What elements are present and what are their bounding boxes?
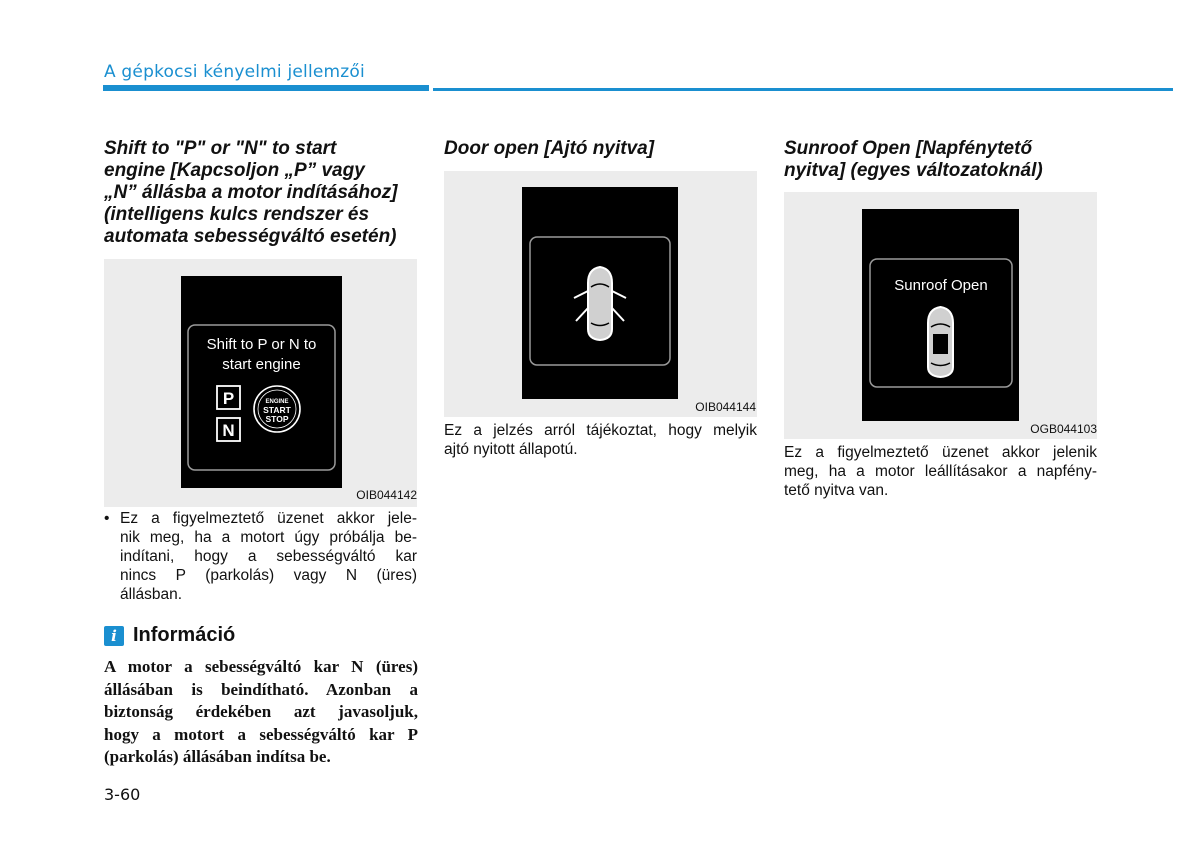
body-line: nik meg, ha a motort úgy próbálja be- — [120, 529, 417, 546]
door-open-figure — [444, 171, 757, 417]
body-line: tető nyitva van. — [784, 482, 889, 499]
body-line: indítani, hogy a sebességváltó kar — [120, 548, 417, 565]
info-line: biztonság érdekében azt javasoljuk, — [104, 702, 418, 721]
info-line: (parkolás) állásában indítsa be. — [104, 747, 331, 766]
svg-text:N: N — [222, 421, 235, 440]
heading-line: „N” állásba a motor indításához] — [104, 182, 398, 203]
display-line: start engine — [222, 356, 301, 373]
heading-line: automata sebességváltó esetén) — [104, 226, 397, 247]
info-heading — [104, 624, 235, 647]
display-line: Shift to P or N to — [206, 336, 317, 353]
bullet: • — [104, 510, 110, 527]
sunroof-description — [784, 443, 1097, 500]
shift-heading — [104, 138, 434, 248]
figure-code: OIB044144 — [695, 400, 756, 414]
cluster-display — [522, 187, 678, 399]
info-icon: i — [104, 626, 124, 646]
heading-line: Door open [Ajtó nyitva] — [444, 138, 655, 159]
shift-warning-graphic — [181, 276, 342, 488]
display-text: Sunroof Open — [894, 277, 988, 294]
sunroof-heading — [784, 138, 1104, 182]
info-line: hogy a motort a sebességváltó kar P — [104, 724, 418, 744]
shift-figure — [104, 259, 417, 507]
cluster-display — [862, 209, 1019, 421]
body-line: állásban. — [120, 586, 183, 603]
info-title: Információ — [133, 624, 236, 646]
svg-text:ENGINE: ENGINE — [265, 399, 289, 405]
engine-start-stop-icon — [254, 386, 300, 432]
info-line: állásában is beindítható. Azonban a — [104, 679, 418, 699]
sunroof-open-graphic — [862, 209, 1019, 421]
car-doors-open-icon — [574, 267, 626, 340]
heading-line: Shift to "P" or "N" to start — [104, 138, 337, 159]
gear-n-icon — [217, 418, 240, 441]
svg-text:STOP: STOP — [265, 414, 289, 424]
svg-text:P: P — [222, 389, 235, 408]
page-number: 3-60 — [104, 785, 141, 804]
body-line: Ez a jelzés arról tájékoztat, hogy melyik — [444, 422, 757, 439]
figure-code: OGB044103 — [1030, 422, 1097, 436]
header-rule — [433, 88, 1173, 91]
body-line: ajtó nyitott állapotú. — [444, 441, 578, 458]
info-text — [104, 656, 418, 769]
body-line: meg, ha a motor leállításakor a napfény- — [784, 463, 1097, 480]
info-line: A motor a sebességváltó kar N (üres) — [104, 657, 418, 676]
figure-code: OIB044142 — [356, 488, 417, 502]
svg-text:START: START — [263, 405, 291, 415]
door-open-graphic — [522, 187, 678, 399]
sunroof-figure — [784, 192, 1097, 439]
body-line: nincs P (parkolás) vagy N (üres) — [120, 567, 417, 584]
section-title: A gépkocsi kényelmi jellemzői — [104, 62, 365, 82]
body-line: Ez a figyelmeztető üzenet akkor jelenik — [784, 444, 1097, 461]
door-open-description — [444, 421, 757, 459]
cluster-display — [181, 276, 342, 488]
heading-line: (intelligens kulcs rendszer és — [104, 204, 370, 225]
gear-p-icon — [217, 386, 240, 409]
door-open-heading — [444, 138, 764, 160]
car-sunroof-icon — [928, 307, 953, 377]
header-rule-accent — [103, 85, 429, 91]
heading-line: nyitva] (egyes változatoknál) — [784, 160, 1043, 181]
heading-line: engine [Kapcsoljon „P” vagy — [104, 160, 365, 181]
body-line: Ez a figyelmeztető üzenet akkor jele- — [120, 510, 417, 527]
shift-description — [104, 509, 417, 604]
heading-line: Sunroof Open [Napfénytető — [784, 138, 1033, 159]
